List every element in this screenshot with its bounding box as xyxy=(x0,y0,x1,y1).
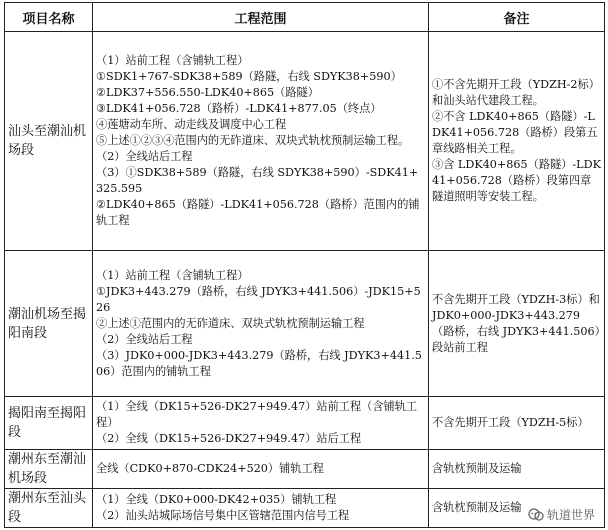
scope-line: （1）全线（DK15+526-DK27+949.47）站前工程（含铺轨工程） xyxy=(96,400,418,430)
remark-line: 不含先期开工段（YDZH-5标） xyxy=(432,416,589,430)
header-project-name: 项目名称 xyxy=(5,3,93,32)
remarks-cell xyxy=(429,449,605,488)
scope-line: （2）全线站后工程 xyxy=(96,332,193,346)
scope-line: ①SDK1+767-SDK38+589（路隧，右线 SDYK38+590） xyxy=(96,69,402,83)
project-name-cell: 潮州东至潮汕机场段 xyxy=(5,449,93,488)
watermark-text: 轨道世界 xyxy=(546,508,595,522)
scope-line: （2）汕头站城际场信号集中区管辖范围内信号工程 xyxy=(96,508,350,522)
remarks-cell xyxy=(429,397,605,449)
scope-line: ②LDK40+865（路隧）-LDK41+056.728（路桥）范围内的铺轨工程 xyxy=(96,197,420,227)
scope-line: （1）站前工程（含铺轨工程） xyxy=(96,268,249,282)
scope-cell xyxy=(93,488,429,527)
scope-cell xyxy=(93,32,429,251)
remark-line: 含轨枕预制及运输 xyxy=(432,461,522,475)
scope-line: （3）JDK0+000-JDK3+443.279（路桥，右线 JDYK3+441.506）范围内的铺轨工程 xyxy=(96,348,422,378)
scope-line: ⑤上述①②③④范围内的无砟道床、双块式轨枕预制运输工程。 xyxy=(96,133,410,147)
table-row xyxy=(5,449,605,488)
remark-line: 含轨枕预制及运输 xyxy=(432,500,522,514)
table-row xyxy=(5,250,605,397)
watermark xyxy=(525,505,598,524)
scope-cell xyxy=(93,397,429,449)
table-row xyxy=(5,488,605,527)
scope-cell xyxy=(93,449,429,488)
scope-line: （1）全线（DK0+000-DK42+035）铺轨工程 xyxy=(96,492,337,506)
scope-line: （2）全线（DK15+526-DK27+949.47）站后工程 xyxy=(96,432,362,446)
scope-line: ②上述①范围内的无砟道床、双块式轨枕预制运输工程 xyxy=(96,316,365,330)
engineering-scope-table xyxy=(4,2,605,528)
remark-line: ③含 LDK40+865（路隧）-LDK41+056.728（路桥）段第四章隧道照明等安装工程。 xyxy=(432,157,601,203)
project-name-cell: 潮汕机场至揭阳南段 xyxy=(5,250,93,397)
project-name-cell: 汕头至潮汕机场段 xyxy=(5,32,93,251)
scope-cell xyxy=(93,250,429,397)
scope-line: 全线（CDK0+870-CDK24+520）铺轨工程 xyxy=(96,461,324,475)
table-header-row xyxy=(5,3,605,32)
scope-line: ②LDK37+556.550-LDK40+865（路隧） xyxy=(96,85,319,99)
table-row xyxy=(5,397,605,449)
scope-line: （1）站前工程（含铺轨工程） xyxy=(96,53,249,67)
scope-line: （2）全线站后工程 xyxy=(96,149,193,163)
remark-line: ②不含 LDK40+865（路隧）-LDK41+056.728（路桥）段第五章线路相关工程。 xyxy=(432,109,598,155)
remark-line: ①不含先期开工段（YDZH-2标）和汕头站代建段工程。 xyxy=(432,77,600,107)
remark-line: 不含先期开工段（YDZH-3标）和 JDK0+000-JDK3+443.279（路桥，右线 JDYK3+441.506）段站前工程 xyxy=(432,292,604,354)
header-scope: 工程范围 xyxy=(93,3,429,32)
table-row xyxy=(5,32,605,251)
project-name-cell: 潮州东至汕头段 xyxy=(5,488,93,527)
scope-line: ①JDK3+443.279（路桥，右线 JDYK3+441.506）-JDK15+526 xyxy=(96,284,421,314)
scope-line: （3）①SDK38+589（路隧，右线 SDYK38+590）-SDK41+325.595 xyxy=(96,165,419,195)
scope-line: ④莲塘动车所、动走线及调度中心工程 xyxy=(96,117,287,131)
remarks-cell xyxy=(429,32,605,251)
scope-line: ③LDK41+056.728（路桥）-LDK41+877.05（终点） xyxy=(96,101,382,115)
header-remarks: 备注 xyxy=(429,3,605,32)
project-name-cell: 揭阳南至揭阳段 xyxy=(5,397,93,449)
wechat-channel-icon xyxy=(528,508,544,522)
remarks-cell xyxy=(429,250,605,397)
